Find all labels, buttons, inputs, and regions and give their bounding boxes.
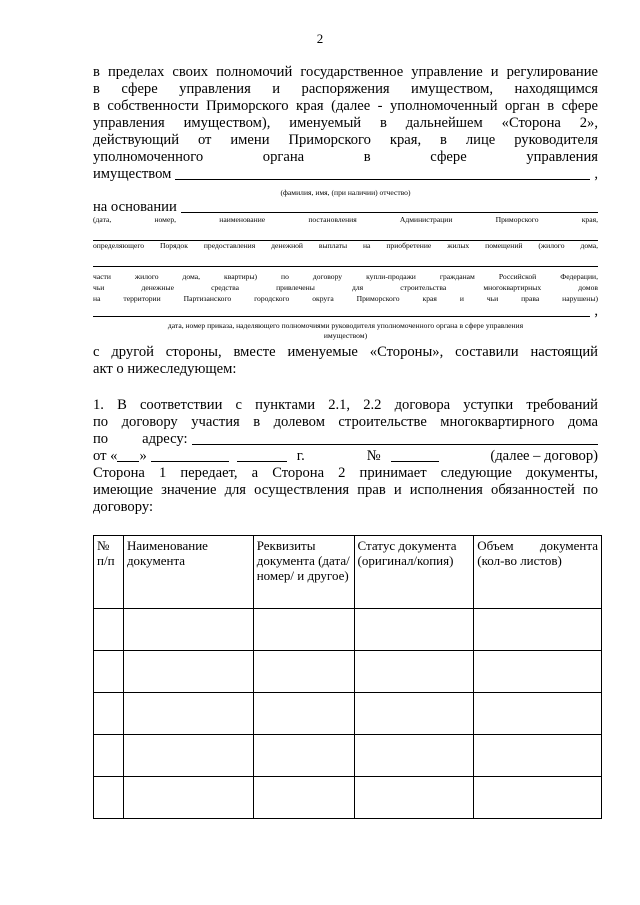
intro-line: в сфере управления и распоряжения имуществом, находящимся	[93, 81, 598, 97]
g-label: г.	[296, 448, 305, 464]
col-volume: Объем документа (кол-во листов)	[474, 536, 602, 609]
day-blank[interactable]	[117, 460, 139, 462]
basis-caption-6: дата, номер приказа, наделяющего полномочиями руководителя уполномоченного органа в сфере управления	[167, 321, 524, 330]
address-line	[93, 431, 598, 448]
clause-line: имеющие значение для осуществления прав и исполнения обязанностей по	[93, 482, 598, 498]
property-end: ,	[594, 166, 598, 182]
number-blank[interactable]	[391, 460, 439, 462]
basis-label: на основании	[93, 199, 177, 215]
address-label: адресу:	[142, 431, 188, 447]
address-blank[interactable]	[192, 443, 598, 445]
basis-caption-3: части жилого дома, квартиры) по договору купли-продажи гражданам Российской Федерации,	[93, 272, 598, 281]
intro-line: управления имуществом), именуемый в дальнейшем «Сторона 2»,	[93, 115, 598, 131]
po-label: по	[93, 431, 109, 447]
parties-paragraph	[93, 344, 598, 378]
basis-caption-1: (дата, номер, наименование постановления Администрации Приморского края,	[93, 215, 598, 224]
table-cell[interactable]	[474, 609, 602, 651]
table-row	[94, 651, 602, 693]
intro-line: уполномоченного органа в сфере управления	[93, 149, 598, 165]
intro-line: в пределах своих полномочий государственное управление и регулирование	[93, 64, 598, 80]
documents-table	[93, 535, 602, 819]
table-row	[94, 609, 602, 651]
table-cell[interactable]	[123, 777, 253, 819]
fio-caption: (фамилия, имя, (при наличии) отчество)	[280, 188, 411, 197]
table-cell[interactable]	[253, 609, 354, 651]
table-cell[interactable]	[123, 651, 253, 693]
basis-end: ,	[594, 303, 598, 319]
table-cell[interactable]	[123, 735, 253, 777]
table-cell[interactable]	[94, 735, 124, 777]
property-line	[93, 166, 598, 183]
intro-line: действующий от имени Приморского края, в лице руководителя	[93, 132, 598, 148]
table-cell[interactable]	[253, 693, 354, 735]
clause-1	[93, 397, 598, 516]
basis-caption-4: чьи денежные средства привлечены для строительства многоквартирных домов	[93, 283, 598, 292]
basis-caption-5: на территории Партизанского городского округа Приморского края и чьи права нарушены)	[93, 294, 598, 303]
property-label: имуществом	[93, 166, 172, 182]
clause-line: договору:	[93, 499, 153, 515]
table-cell[interactable]	[474, 777, 602, 819]
clause-line: по договору участия в долевом строительстве многоквартирного дома	[93, 414, 598, 430]
table-cell[interactable]	[94, 609, 124, 651]
num-label: №	[366, 448, 381, 464]
table-cell[interactable]	[94, 777, 124, 819]
table-cell[interactable]	[123, 609, 253, 651]
basis-blank-3[interactable]	[93, 256, 598, 267]
table-cell[interactable]	[354, 777, 474, 819]
intro-paragraph	[93, 64, 598, 183]
table-cell[interactable]	[354, 609, 474, 651]
quote-close: »	[139, 448, 147, 464]
table-cell[interactable]	[253, 735, 354, 777]
table-cell[interactable]	[253, 651, 354, 693]
basis-blank[interactable]	[181, 211, 598, 213]
dalee-label: (далее – договор)	[490, 448, 598, 464]
basis-line	[93, 199, 598, 216]
table-cell[interactable]	[474, 693, 602, 735]
table-cell[interactable]	[94, 651, 124, 693]
clause-line: Сторона 1 передает, а Сторона 2 принимает следующие документы,	[93, 465, 598, 481]
table-body	[94, 609, 602, 819]
table-row	[94, 693, 602, 735]
month-blank[interactable]	[151, 460, 229, 462]
basis-end-line	[93, 303, 598, 320]
ot-label: от «	[93, 448, 118, 464]
fio-blank[interactable]	[175, 178, 590, 180]
table-row	[94, 735, 602, 777]
page-number: 2	[316, 31, 324, 46]
col-number: № п/п	[94, 536, 124, 609]
basis-caption-2: определяющего Порядок предоставления денежной выплаты на приобретение жилых помещений (жилого дома,	[93, 241, 598, 250]
col-requisites: Реквизиты документа (дата/номер/ и другое)	[253, 536, 354, 609]
table-cell[interactable]	[474, 735, 602, 777]
basis-block	[93, 199, 598, 216]
parties-line: акт о нижеследующем:	[93, 361, 237, 377]
basis-blank-4[interactable]	[93, 315, 590, 317]
table-cell[interactable]	[354, 693, 474, 735]
col-status: Статус документа (оригинал/копия)	[354, 536, 474, 609]
date-line	[93, 448, 598, 465]
basis-caption-7: имуществом)	[323, 331, 368, 340]
col-name: Наименование документа	[123, 536, 253, 609]
table-cell[interactable]	[354, 735, 474, 777]
year-blank[interactable]	[237, 460, 287, 462]
basis-blank-2[interactable]	[93, 230, 598, 241]
table-cell[interactable]	[253, 777, 354, 819]
intro-line: в собственности Приморского края (далее - уполномоченный орган в сфере	[93, 98, 598, 114]
table-header-row	[94, 536, 602, 609]
table-cell[interactable]	[354, 651, 474, 693]
clause-line: 1. В соответствии с пунктами 2.1, 2.2 договора уступки требований	[93, 397, 598, 413]
table-row	[94, 777, 602, 819]
parties-line: с другой стороны, вместе именуемые «Стороны», составили настоящий	[93, 344, 598, 360]
table-cell[interactable]	[123, 693, 253, 735]
table-cell[interactable]	[474, 651, 602, 693]
table-cell[interactable]	[94, 693, 124, 735]
